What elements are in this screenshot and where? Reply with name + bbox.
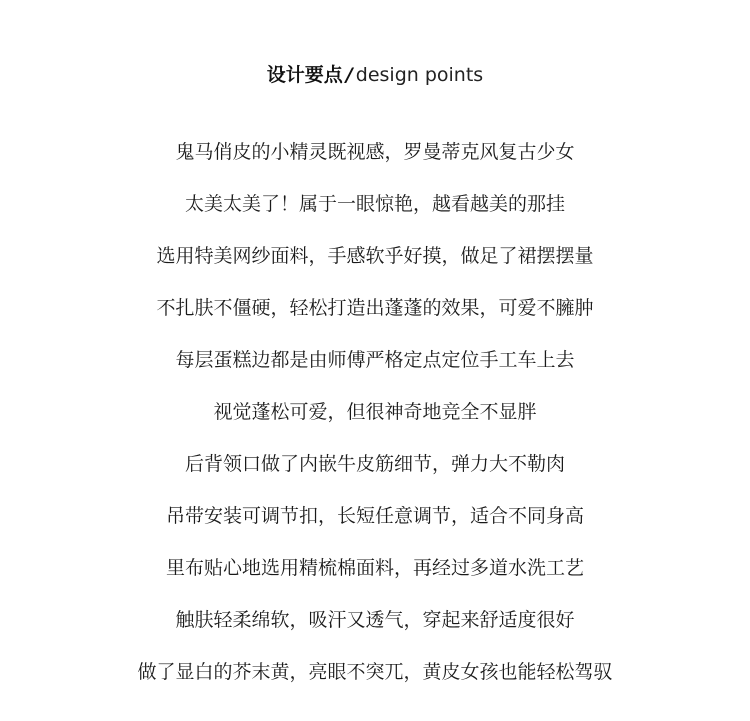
design-point-line: 选用特美网纱面料，手感软乎好摸，做足了裙摆摆量 xyxy=(156,245,594,267)
title-english: design points xyxy=(355,64,484,86)
design-point-line: 太美太美了！属于一眼惊艳，越看越美的那挂 xyxy=(184,193,565,215)
design-point-line: 鬼马俏皮的小精灵既视感，罗曼蒂克风复古少女 xyxy=(175,141,575,163)
title-chinese: 设计要点 xyxy=(266,64,343,86)
design-point-line: 里布贴心地选用精梳棉面料，再经过多道水洗工艺 xyxy=(165,557,584,579)
design-point-line: 触肤轻柔绵软，吸汗又透气，穿起来舒适度很好 xyxy=(175,609,575,631)
design-point-line: 做了显白的芥末黄，亮眼不突兀，黄皮女孩也能轻松驾驭 xyxy=(137,661,613,683)
design-point-line: 后背领口做了内嵌牛皮筋细节，弹力大不勒肉 xyxy=(184,453,565,475)
section-title xyxy=(0,60,750,90)
design-points-list xyxy=(0,134,750,706)
design-point-line: 视觉蓬松可爱，但很神奇地竞全不显胖 xyxy=(213,401,537,423)
design-point-line: 不扎肤不僵硬，轻松打造出蓬蓬的效果，可爱不臃肿 xyxy=(156,297,594,319)
design-point-line: 吊带安装可调节扣，长短任意调节，适合不同身高 xyxy=(165,505,584,527)
title-separator: / xyxy=(345,64,353,86)
design-point-line: 每层蛋糕边都是由师傅严格定点定位手工车上去 xyxy=(175,349,575,371)
